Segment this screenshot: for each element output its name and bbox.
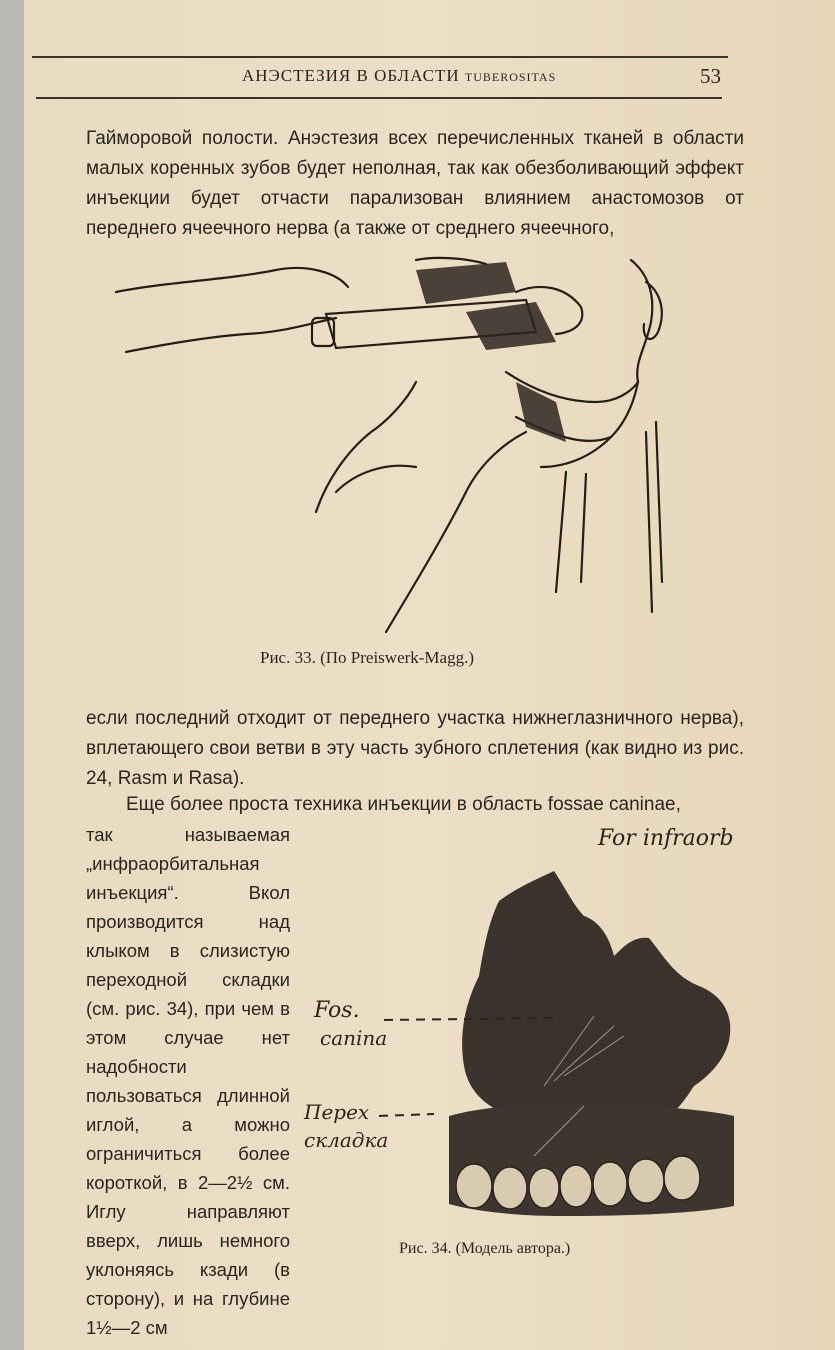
figure-33-illustration bbox=[86, 252, 686, 637]
paragraph-3: Еще более проста техника инъекции в область fossae caninae, bbox=[126, 794, 681, 815]
label-fos: Fos. bbox=[314, 998, 360, 1023]
paragraph-2: если последний отходит от переднего участка нижнеглазничного нерва), вплетающего свои ветви в эту часть зубного сплетения (как видно из рис. 24, Rasm и Rasa). bbox=[86, 708, 744, 789]
label-perekh: Перех bbox=[304, 1100, 370, 1124]
header-rule-top bbox=[32, 56, 728, 58]
figure-34-caption: Рис. 34. (Модель автора.) bbox=[399, 1240, 571, 1257]
label-for-infraorb: For infraorb bbox=[598, 826, 734, 851]
figure-33-caption: Рис. 33. (По Preiswerk-Magg.) bbox=[260, 648, 475, 667]
paragraph-1: Гайморовой полости. Анэстезия всех перечисленных тканей в области малых коренных зубов будет неполная, так как обезболивающий эффект инъекции будет отчасти парализован влиянием анастомозов от переднего ячеечного нерва (а также от среднего ячеечного, bbox=[86, 128, 744, 239]
header-rule-bottom bbox=[36, 97, 722, 99]
label-skladka: складка bbox=[304, 1128, 389, 1152]
column-text: так называемая „инфраорбитальная инъекция“. Вкол производится над клыком в слизистую переходной складки (см. рис. 34), при чем в этом случае нет надобности пользоваться длинной иглой, а можно ограничиться более короткой, в 2—2½ см. Иглу направляют вверх, лишь немного уклоняясь кзади (в сторону), и на глубине 1½—2 см bbox=[86, 824, 290, 1338]
running-head: АНЭСТЕЗИЯ В ОБЛАСТИ tuberositas bbox=[242, 66, 557, 85]
figure-34-leaders bbox=[284, 850, 584, 1130]
label-canina: canina bbox=[320, 1026, 388, 1050]
book-page bbox=[24, 0, 835, 1350]
page-number: 53 bbox=[700, 64, 721, 88]
scan-margin bbox=[0, 0, 24, 1350]
